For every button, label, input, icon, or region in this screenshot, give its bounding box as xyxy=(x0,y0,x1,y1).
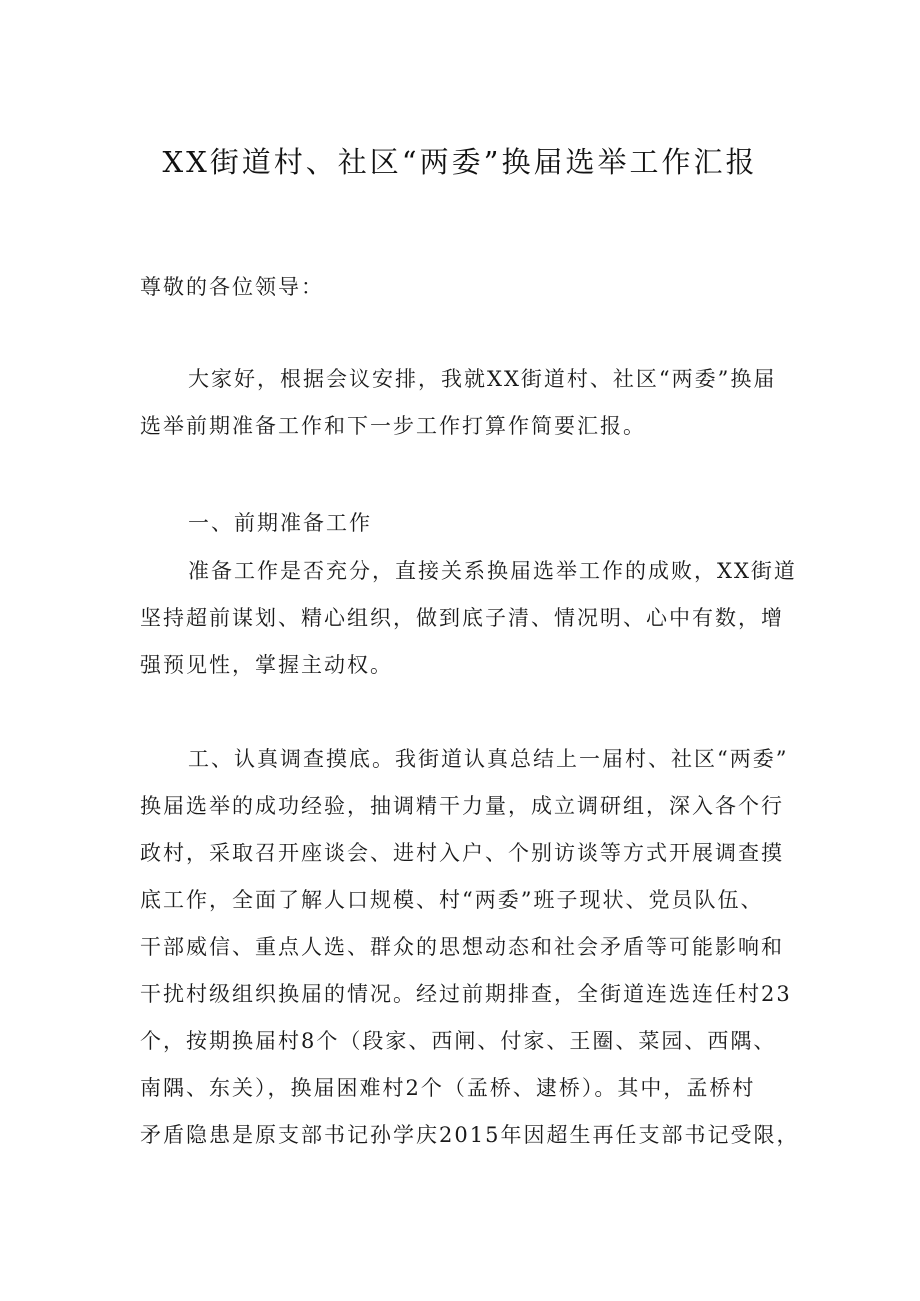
section-paragraph xyxy=(140,548,800,689)
document-title: XX街道村、社区“两委”换届选举工作汇报 xyxy=(162,145,758,179)
paragraph-line: 选举前期准备工作和下一步工作打算作简要汇报。 xyxy=(140,414,646,438)
paragraph-line: 强预见性，掌握主动权。 xyxy=(140,653,393,677)
item-paragraph xyxy=(140,736,800,1159)
paragraph-line: 换届选举的成功经验，抽调精干力量，成立调研组，深入各个行 xyxy=(140,794,784,818)
section-heading-text: 一、前期准备工作 xyxy=(188,511,372,535)
paragraph-line: 准备工作是否充分，直接关系换届选举工作的成败，XX街道 xyxy=(188,559,797,583)
paragraph-line: 政村，采取召开座谈会、进村入户、个别访谈等方式开展调查摸 xyxy=(140,841,784,865)
salutation: 尊敬的各位领导： xyxy=(140,275,324,299)
section-heading xyxy=(140,500,800,547)
paragraph-line: 个，按期换届村8个（段家、西闸、付家、王圈、菜园、西隅、 xyxy=(140,1029,777,1053)
paragraph-line: 坚持超前谋划、精心组织，做到底子清、情况明、心中有数，增 xyxy=(140,606,784,630)
paragraph-line: 大家好，根据会议安排，我就XX街道村、社区“两委”换届 xyxy=(188,367,777,391)
paragraph-line: 干扰村级组织换届的情况。经过前期排查，全街道连选连任村23 xyxy=(140,982,792,1006)
paragraph-line: 矛盾隐患是原支部书记孙学庆2015年因超生再任支部书记受限， xyxy=(140,1123,800,1147)
paragraph-line: 南隅、东关），换届困难村2个（孟桥、逮桥）。其中，孟桥村 xyxy=(140,1076,756,1100)
paragraph-line: 工、认真调查摸底。我街道认真总结上一届村、社区“两委” xyxy=(188,747,789,771)
paragraph-line: 底工作，全面了解人口规模、村“两委”班子现状、党员队伍、 xyxy=(140,888,764,912)
paragraph-line: 干部威信、重点人选、群众的思想动态和社会矛盾等可能影响和 xyxy=(140,935,784,959)
intro-paragraph xyxy=(140,356,800,450)
